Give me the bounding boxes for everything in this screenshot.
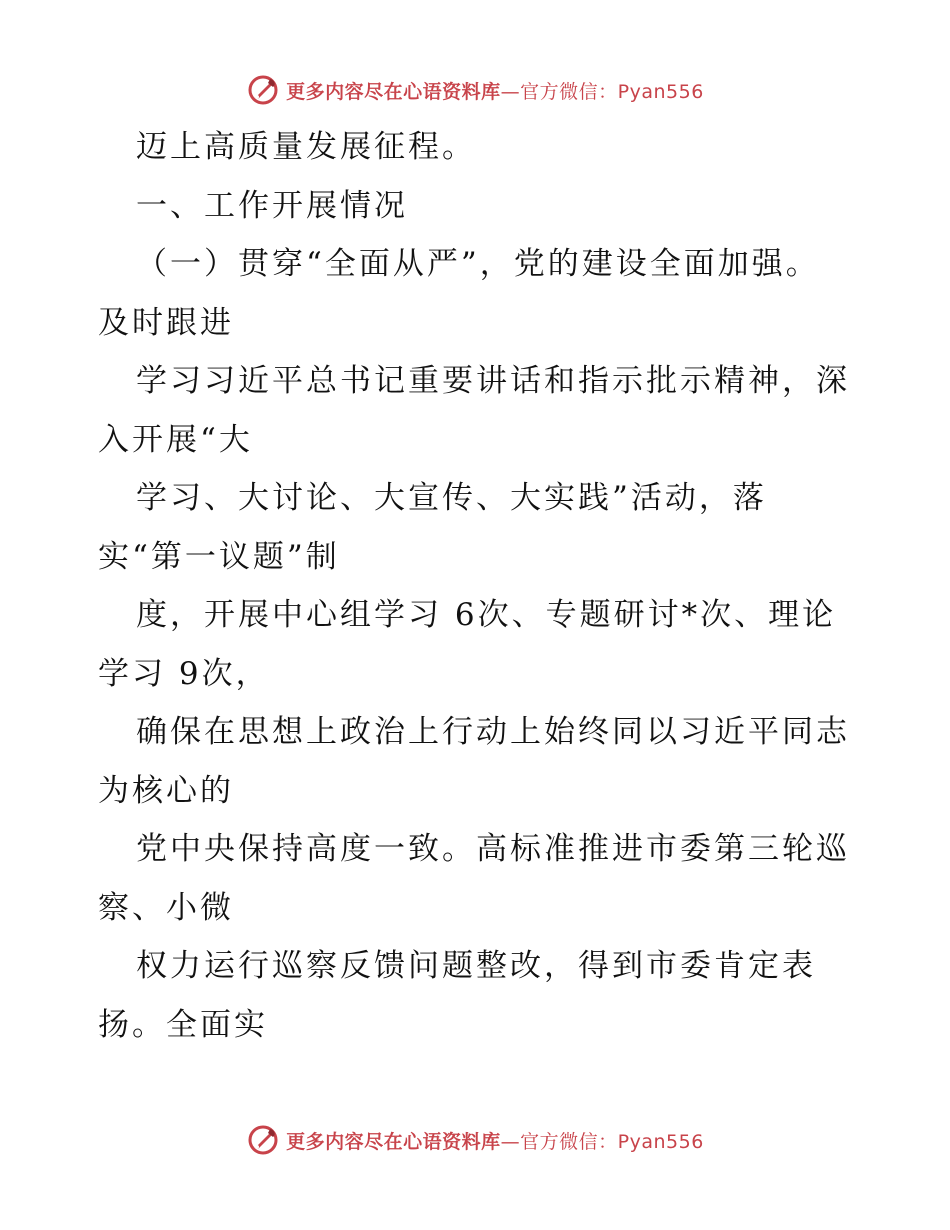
watermark-contact: 官方微信：Pyan556: [520, 80, 704, 103]
section-heading: 一、工作开展情况: [136, 187, 408, 224]
quill-logo-icon: [246, 1123, 280, 1157]
text-line: 度，开展中心组学习 6次、专题研讨*次、理论: [136, 597, 837, 633]
text-line: 察、小微: [98, 889, 234, 926]
watermark-separator: —: [500, 1130, 521, 1153]
quill-logo-icon: [246, 73, 280, 107]
subsection-heading: （一）贯穿“全面从严”，党的建设全面加强。: [136, 246, 820, 282]
footer-watermark: [0, 1122, 950, 1158]
watermark-site: 更多内容尽在心语资料库: [286, 1130, 501, 1153]
text-line: 确保在思想上政治上行动上始终同以习近平同志: [136, 714, 850, 750]
text-line: 扬。全面实: [98, 1006, 268, 1043]
text-line: 迈上高质量发展征程。: [136, 129, 476, 165]
text-line: 学习习近平总书记重要讲话和指示批示精神，深: [136, 363, 850, 399]
text-line: 入开展“大: [98, 421, 253, 458]
text-line: 学习、大讨论、大宣传、大实践”活动，落: [136, 480, 767, 516]
document-body: [98, 118, 858, 1054]
header-watermark: [0, 72, 950, 108]
text-line: 及时跟进: [98, 304, 234, 341]
watermark-separator: —: [500, 80, 521, 103]
watermark-contact: 官方微信：Pyan556: [520, 1130, 704, 1153]
watermark-site: 更多内容尽在心语资料库: [286, 80, 501, 103]
text-line: 学习 9次，: [98, 655, 270, 692]
text-line: 权力运行巡察反馈问题整改，得到市委肯定表: [136, 948, 816, 984]
watermark-text: [286, 77, 704, 104]
text-line: 实“第一议题”制: [98, 538, 340, 575]
watermark-text: [286, 1127, 704, 1154]
text-line: 为核心的: [98, 772, 234, 809]
text-line: 党中央保持高度一致。高标准推进市委第三轮巡: [136, 831, 850, 867]
